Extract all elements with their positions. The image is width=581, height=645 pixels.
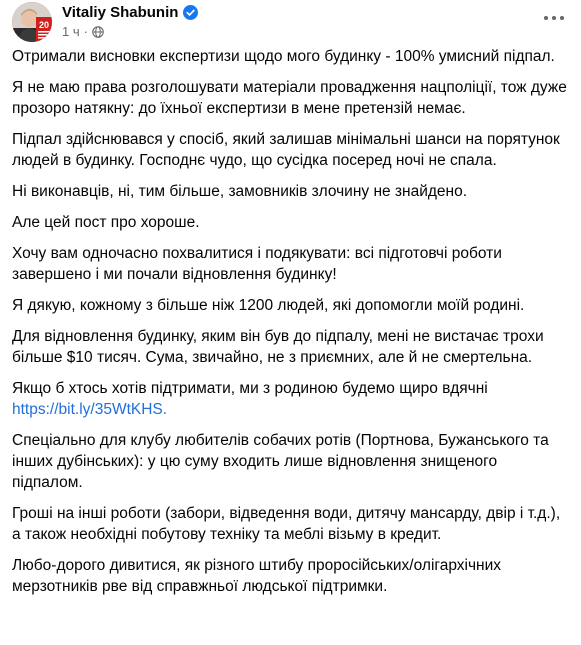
post-header <box>12 0 569 44</box>
avatar-image <box>12 2 52 42</box>
avatar-badge: 20 <box>38 20 50 30</box>
avatar[interactable] <box>12 2 52 42</box>
verified-badge-icon <box>183 5 198 20</box>
post-paragraph: Підпал здійснювався у спосіб, який залишав мінімальні шанси на порятунок людей в будинку. Господнє чудо, що сусідка посеред ночі не спала. <box>12 131 560 169</box>
donation-link[interactable]: https://bit.ly/35WtKHS. <box>12 401 168 418</box>
post-paragraph: Хочу вам одночасно похвалитися і подякувати: всі підготовчі роботи завершено і ми почали відновлення будинку! <box>12 245 502 283</box>
post-paragraph: Для відновлення будинку, яким він був до підпалу, мені не вистачає трохи більше $10 тисяч. Сума, звичайно, не з приємних, але й не смертельна. <box>12 328 544 366</box>
more-options-icon[interactable] <box>539 6 569 30</box>
post-paragraph: Але цей пост про хороше. <box>12 214 200 231</box>
post-paragraph: Спеціально для клубу любителів собачих ротів (Портнова, Бужанського та інших дубінських): у цю суму входить лише відновлення знищеного підпалом. <box>12 432 549 491</box>
post-paragraph: Я не маю права розголошувати матеріали провадження нацполіції, тож дуже прозоро натякну: до їхньої експертизи в мене претензій немає. <box>12 79 567 117</box>
donation-paragraph <box>12 378 572 420</box>
meta-separator: · <box>83 24 88 39</box>
post-paragraph: Любо-дорого дивитися, як різного штибу проросійських/олігархічних мерзотників рве від справжньої людської підтримки. <box>12 557 501 595</box>
donation-text: Якщо б хтось хотів підтримати, ми з родиною будемо щиро вдячні <box>12 380 488 397</box>
post-body <box>12 46 572 607</box>
author-row <box>62 4 198 21</box>
globe-icon[interactable] <box>92 26 104 38</box>
author-name[interactable]: Vitaliy Shabunin <box>62 4 179 21</box>
post-timestamp[interactable]: 1 ч <box>62 24 80 39</box>
post-paragraph: Гроші на інші роботи (забори, відведення води, дитячу мансарду, двір і т.д.), а також необхідні побутову техніку та меблі візьму в кредит. <box>12 505 561 543</box>
post-paragraph: Ні виконавців, ні, тим більше, замовників злочину не знайдено. <box>12 183 468 200</box>
post-paragraph: Отримали висновки експертизи щодо мого будинку - 100% умисний підпал. <box>12 48 555 65</box>
post-paragraph: Я дякую, кожному з більше ніж 1200 людей, які допомогли моїй родині. <box>12 297 525 314</box>
post-meta <box>62 24 104 39</box>
